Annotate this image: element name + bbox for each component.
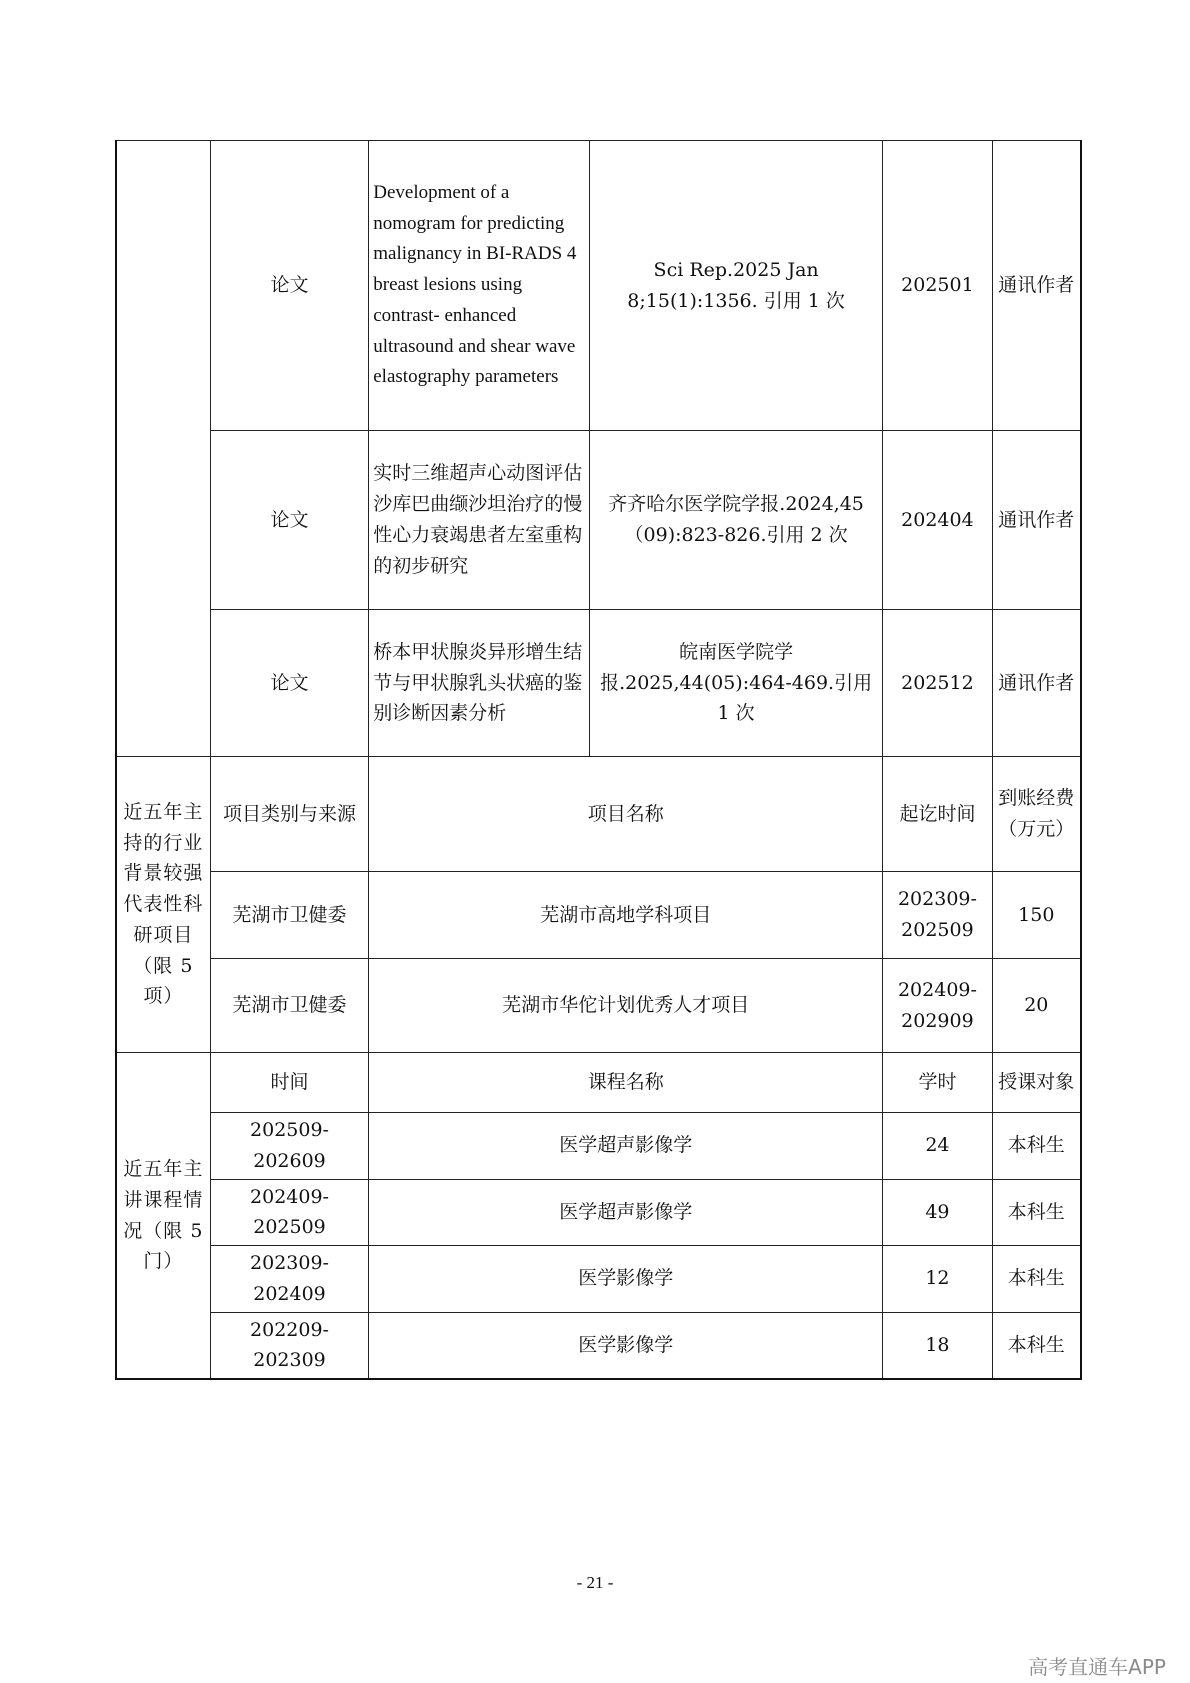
project-funding: 150 [992,872,1081,959]
project-name: 芜湖市华佗计划优秀人才项目 [369,959,883,1053]
paper-date: 202501 [883,141,992,431]
paper-row [116,610,1081,757]
projects-header-category: 项目类别与来源 [210,757,369,872]
course-hours: 24 [883,1113,992,1180]
course-time: 202509-202609 [210,1113,369,1180]
paper-row [116,431,1081,610]
course-row [116,1312,1081,1379]
course-hours: 18 [883,1312,992,1379]
paper-type: 论文 [210,431,369,610]
projects-header-name: 项目名称 [369,757,883,872]
paper-type: 论文 [210,141,369,431]
paper-role: 通讯作者 [992,610,1081,757]
course-row [116,1179,1081,1246]
course-name: 医学超声影像学 [369,1179,883,1246]
paper-date: 202512 [883,610,992,757]
project-row [116,872,1081,959]
paper-date: 202404 [883,431,992,610]
paper-title: Development of a nomogram for predicting malignancy in BI-RADS 4 breast lesions using contrast- enhanced ultrasound and shear wave elastography parameters [369,141,590,431]
project-category: 芜湖市卫健委 [210,872,369,959]
paper-row [116,141,1081,431]
courses-header-row [116,1053,1081,1113]
course-row [116,1246,1081,1313]
project-period: 202409-202909 [883,959,992,1053]
courses-header-audience: 授课对象 [992,1053,1081,1113]
project-funding: 20 [992,959,1081,1053]
courses-section-label: 近五年主讲课程情况（限 5 门） [116,1053,210,1380]
paper-title: 实时三维超声心动图评估沙库巴曲缬沙坦治疗的慢性心力衰竭患者左室重构的初步研究 [369,431,590,610]
page-number: - 21 - [576,1573,614,1592]
paper-type: 论文 [210,610,369,757]
achievement-table [115,140,1082,1380]
course-hours: 49 [883,1179,992,1246]
course-time: 202209-202309 [210,1312,369,1379]
course-audience: 本科生 [992,1246,1081,1313]
project-period: 202309-202509 [883,872,992,959]
paper-role: 通讯作者 [992,431,1081,610]
papers-section-label [116,141,210,757]
course-audience: 本科生 [992,1179,1081,1246]
course-time: 202409-202509 [210,1179,369,1246]
courses-header-time: 时间 [210,1053,369,1113]
course-time: 202309-202409 [210,1246,369,1313]
paper-source: 皖南医学院学报.2025,44(05):464-469.引用 1 次 [589,610,882,757]
course-audience: 本科生 [992,1312,1081,1379]
courses-header-hours: 学时 [883,1053,992,1113]
course-row [116,1113,1081,1180]
course-audience: 本科生 [992,1113,1081,1180]
course-hours: 12 [883,1246,992,1313]
project-category: 芜湖市卫健委 [210,959,369,1053]
paper-source: Sci Rep.2025 Jan 8;15(1):1356. 引用 1 次 [589,141,882,431]
projects-section-label: 近五年主持的行业背景较强代表性科研项目（限 5 项） [116,757,210,1053]
paper-title: 桥本甲状腺炎异形增生结节与甲状腺乳头状癌的鉴别诊断因素分析 [369,610,590,757]
course-name: 医学影像学 [369,1246,883,1313]
course-name: 医学影像学 [369,1312,883,1379]
project-row [116,959,1081,1053]
watermark-text: 高考直通车APP [1028,1655,1166,1679]
courses-header-name: 课程名称 [369,1053,883,1113]
paper-source: 齐齐哈尔医学院学报.2024,45（09):823-826.引用 2 次 [589,431,882,610]
course-name: 医学超声影像学 [369,1113,883,1180]
projects-header-funding: 到账经费（万元） [992,757,1081,872]
projects-header-row [116,757,1081,872]
project-name: 芜湖市高地学科项目 [369,872,883,959]
projects-header-period: 起讫时间 [883,757,992,872]
paper-role: 通讯作者 [992,141,1081,431]
